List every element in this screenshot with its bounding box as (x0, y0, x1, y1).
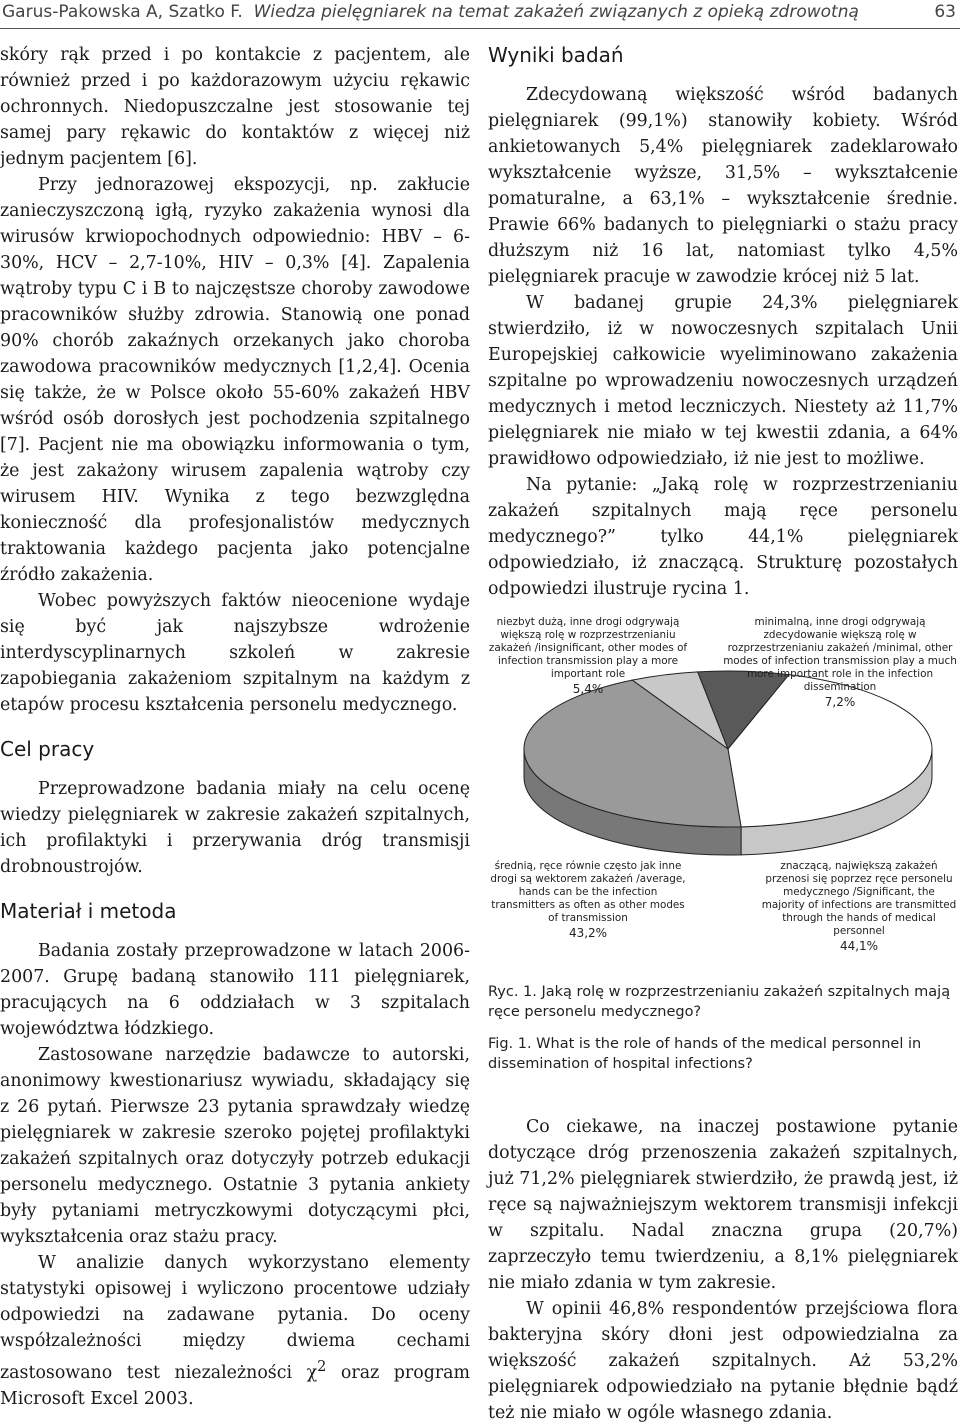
pie-label-text: znaczącą, największą zakażeń przenosi się poprzez ręce personelu medycznego /Significant, the majority of infections are transmitted through the hands of medical personnel (761, 860, 957, 937)
section-heading-wyniki-badan: Wyniki badań (488, 43, 624, 67)
paragraph: W opinii 46,8% respondentów przejściowa flora bakteryjna skóry dłoni jest odpowiedzialna za większość zakażeń szpitalnych. Aż 53,2% pielęgniarek odpowiedziało na pytanie błędnie bądź też nie miało w ogóle własnego zdania. (488, 1299, 958, 1423)
pie-label-value: 43,2% (568, 926, 608, 940)
chi-exponent: 2 (317, 1359, 327, 1375)
pie-label-text: minimalną, inne drogi odgrywają zdecydowanie większą rolę w rozprzestrzenianiu zakażeń /minimal, other modes of infection transmission play a much more important role in the infection dissemination (723, 616, 957, 693)
pie-label-insignificant (488, 616, 688, 696)
header-authors: Garus-Pakowska A, Szatko F. (2, 2, 243, 22)
pie-label-value: 5,4% (572, 682, 604, 696)
pie-label-average (488, 860, 688, 940)
paragraph: Na pytanie: „Jaką rolę w rozprzestrzenianiu zakażeń szpitalnych mają ręce personelu medycznego?” tylko 44,1% pielęgniarek odpowiedziało, iż znaczącą. Strukturę pozostałych odpowiedzi ilustruje rycina 1. (488, 475, 958, 599)
paragraph: Badania zostały przeprowadzone w latach 2006-2007. Grupę badaną stanowiło 111 pielęgniarek, pracujących na 6 oddziałach w 3 szpitalach województwa łódzkiego. (0, 941, 470, 1039)
paragraph: Zdecydowaną większość wśród badanych pielęgniarek (99,1%) stanowiły kobiety. Wśród ankietowanych 5,4% pielęgniarek zadeklarowało wykształcenie wyższe, 31,5% – wykształcenie pomaturalne, a 63,1% – wykształcenie średnie. Prawie 66% badanych to pielęgniarki o stażu pracy dłuższym niż 16 lat, natomiast tylko 4,5% pielęgniarek pracuje w zawodzie krócej niż 5 lat. (488, 85, 958, 287)
paragraph (0, 1250, 470, 1412)
paragraph: Zastosowane narzędzie badawcze to autorski, anonimowy kwestionariusz wywiadu, składający się z 26 pytań. Pierwsze 23 pytania sprawdzały wiedzę pielęgniarek w zakresie szeroko pojętej profilaktyki zakażeń szpitalnych oraz dotyczyły potrzeb edukacji personelu medycznego. Ostatnie 3 pytania ankiety były pytaniami metryczkowymi dotyczącymi płci, wykształcenia oraz stażu pracy. (0, 1045, 470, 1247)
paragraph: W badanej grupie 24,3% pielęgniarek stwierdziło, iż w nowoczesnych szpitalach Unii Europejskiej całkowicie wyeliminowano zakażenia szpitalne po wprowadzeniu nowoczesnych urządzeń medycznych i metod leczniczych. Niestety aż 11,7% pielęgniarek nie miało w tej kwestii zdania, a 64% prawidłowo odpowiedziało, iż nie jest to możliwe. (488, 293, 958, 469)
page-number: 63 (934, 2, 956, 22)
pie-label-minimal (722, 616, 958, 709)
header-article-title: Wiedza pielęgniarek na temat zakażeń związanych z opieką zdrowotną (253, 2, 859, 22)
paragraph-text: W analizie danych wykorzystano elementy statystyki opisowej i wyliczono procentowe udziały odpowiedzi na zadawane pytania. Do oceny współzależności między dwiema cechami zastosowano test niezależności χ (0, 1253, 470, 1383)
figure-caption-en: Fig. 1. What is the role of hands of the medical personnel in dissemination of hospital infections? (488, 1036, 922, 1072)
paragraph: Przy jednorazowej ekspozycji, np. zakłucie zanieczyszczoną igłą, ryzyko zakażenia wynosi dla wirusów krwiopochodnych odpowiednio: HBV – 6-30%, HCV – 2,7-10%, HIV – 0,3% [4]. Zapalenia wątroby typu C i B to najczęstsze choroby zawodowe pracowników służby zdrowia. Stanowią one ponad 90% chorób zakaźnych orzekanych jako choroba zawodowa pracowników medycznych [1,2,4]. Ocenia się także, że w Polsce około 55-60% zakażeń HBV wśród osób dorosłych jest pochodzenia szpitalnego [7]. Pacjent nie ma obowiązku informowania o tym, że jest zakażony wirusem zapalenia wątroby czy wirusem HIV. Wynika z tego bezwzględna konieczność dla profesjonalistów medycznych traktowania każdego pacjenta jako potencjalne źródło zakażenia. (0, 175, 470, 585)
pie-label-text: niezbyt dużą, inne drogi odgrywają większą rolę w rozprzestrzenianiu zakażeń /insignificant, other modes of infection transmission play a more important role (488, 616, 688, 680)
left-column (0, 42, 470, 1412)
paragraph: Wobec powyższych faktów nieocenione wydaje się być jak najszybsze wdrożenie interdyscyplinarnych szkoleń w zakresie zapobiegania zakażeniom szpitalnym na każdym z etapów procesu kształcenia personelu medycznego. (0, 591, 470, 715)
pie-label-text: średnią, ręce równie często jak inne drogi są wektorem zakażeń /average, hands can be the infection transmitters as often as other modes of transmission (490, 860, 686, 924)
paragraph: Przeprowadzone badania miały na celu ocenę wiedzy pielęgniarek w zakresie zakażeń szpitalnych, ich profilaktyki i przerywania dróg transmisji drobnoustrojów. (0, 779, 470, 877)
pie-label-significant (760, 860, 958, 953)
figure-caption-pl: Ryc. 1. Jaką rolę w rozprzestrzenianiu zakażeń szpitalnych mają ręce personelu medycznego? (488, 984, 951, 1020)
pie-label-value: 7,2% (824, 695, 856, 709)
pie-label-value: 44,1% (839, 939, 879, 953)
header-rule (0, 28, 960, 29)
running-header-title (2, 2, 859, 22)
paragraph: skóry rąk przed i po kontakcie z pacjentem, ale również przed i po każdorazowym użyciu rękawic ochronnych. Niedopuszczalne jest stosowanie tej samej pary rękawic do kontaktów z więcej niż jednym pacjentem [6]. (0, 45, 470, 169)
section-heading-cel-pracy: Cel pracy (0, 737, 95, 761)
pie-chart-figure (488, 614, 958, 974)
running-header (0, 0, 960, 30)
paragraph: Co ciekawe, na inaczej postawione pytanie dotyczące dróg przenoszenia zakażeń szpitalnych, już 71,2% pielęgniarek stwierdziło, że prawdą jest, iż ręce są najważniejszym wektorem transmisji infekcji w szpitalu. Nadal znaczna grupa (20,7%) zaprzeczyło temu twierdzeniu, a 8,1% pielęgniarek nie miało zdania w tym zakresie. (488, 1117, 958, 1293)
paragraph-text: oraz program Microsoft Excel 2003. (0, 1362, 470, 1409)
section-heading-material-i-metoda: Materiał i metoda (0, 899, 177, 923)
right-column (488, 42, 958, 1426)
